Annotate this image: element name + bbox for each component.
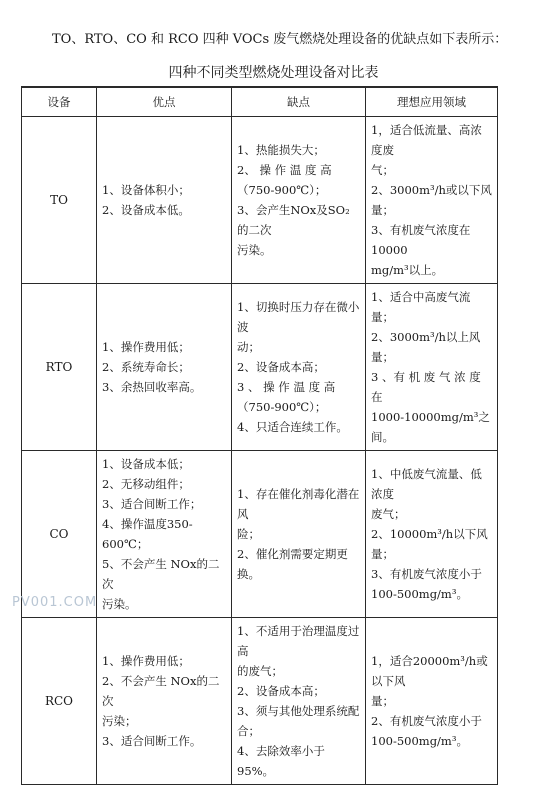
device-cell: CO: [22, 451, 97, 618]
cell-line: 险；: [237, 527, 260, 541]
table-row: [22, 618, 498, 785]
cell-line: 3、余热回收率高。: [102, 380, 202, 394]
cons-cell: [232, 618, 366, 785]
cell-line: mg/m³以上。: [371, 263, 444, 277]
table-row: [22, 117, 498, 284]
table-row: [22, 284, 498, 451]
cell-line: 1、适合中高废气流量；: [371, 290, 471, 324]
table-row: [22, 451, 498, 618]
intro-text: TO、RTO、CO 和 RCO 四种 VOCs 废气燃烧处理设备的优缺点如下表所示：: [52, 32, 508, 47]
cell-line: 1、存在催化剂毒化潜在风: [237, 487, 360, 521]
comparison-table: [21, 86, 498, 785]
cell-line: 2、催化剂需要定期更换。: [237, 547, 348, 581]
pros-cell: [97, 284, 232, 451]
device-cell: RTO: [22, 284, 97, 451]
cell-line: 1、设备体积小；: [102, 183, 190, 197]
cell-line: 污染；: [102, 714, 137, 728]
header-fields: 理想应用领域: [366, 87, 498, 117]
cell-line: 1000-10000mg/m³之间。: [371, 410, 490, 444]
header-pros: 优点: [97, 87, 232, 117]
watermark: PV001.COM: [12, 595, 98, 610]
cell-line: 3 、有 机 废 气 浓 度 在: [371, 370, 481, 404]
cell-line: 2、设备成本高；: [237, 360, 325, 374]
pros-cell: [97, 618, 232, 785]
header-cons: 缺点: [232, 87, 366, 117]
table-header-row: [22, 87, 498, 117]
cons-cell: [232, 117, 366, 284]
cell-line: 4、去除效率小于95%。: [237, 744, 325, 778]
cell-line: 1、中低废气流量、低浓度: [371, 467, 482, 501]
cell-line: 4、只适合连续工作。: [237, 420, 348, 434]
cell-line: 2、3000m³/h以上风量；: [371, 330, 481, 364]
table-title: 四种不同类型燃烧处理设备对比表: [168, 65, 379, 81]
cell-line: （750-900℃）；: [237, 183, 327, 197]
cell-line: 量；: [371, 694, 394, 708]
fields-cell: [366, 451, 498, 618]
cell-line: 2、10000m³/h以下风量；: [371, 527, 488, 561]
cell-line: 污染。: [237, 243, 272, 257]
fields-cell: [366, 284, 498, 451]
cell-line: 3、适合间断工作。: [102, 734, 202, 748]
cell-line: 2、设备成本低。: [102, 203, 190, 217]
cell-line: 1、切换时压力存在微小波: [237, 300, 360, 334]
cell-line: 2、有机废气浓度小于: [371, 714, 482, 728]
cell-line: 3、适合间断工作；: [102, 497, 202, 511]
cell-line: 污染。: [102, 597, 137, 611]
cell-line: 2、不会产生 NOx的二次: [102, 674, 220, 708]
cell-line: 1、操作费用低；: [102, 654, 190, 668]
cell-line: 的废气；: [237, 664, 283, 678]
cell-line: 100-500mg/m³。: [371, 734, 468, 748]
cons-cell: [232, 284, 366, 451]
cell-line: 2、无移动组件；: [102, 477, 190, 491]
cell-line: 2、3000m³/h或以下风量；: [371, 183, 492, 217]
pros-cell: [97, 451, 232, 618]
fields-cell: [366, 117, 498, 284]
cell-line: 3、有机废气浓度在 10000: [371, 223, 471, 257]
cell-line: 2、设备成本高；: [237, 684, 325, 698]
cell-line: 3、会产生NOx及SO₂的二次: [237, 203, 350, 237]
cell-line: 1、热能损失大；: [237, 143, 325, 157]
cell-line: 1，适合20000m³/h或以下风: [371, 654, 488, 688]
cell-line: 1，适合低流量、高浓度废: [371, 123, 482, 157]
fields-cell: [366, 618, 498, 785]
cell-line: （750-900℃）；: [237, 400, 327, 414]
cell-line: 4、操作温度350-600℃；: [102, 517, 193, 551]
cell-line: 3、须与其他处理系统配合；: [237, 704, 360, 738]
cons-cell: [232, 451, 366, 618]
cell-line: 气；: [371, 163, 394, 177]
device-cell: RCO: [22, 618, 97, 785]
cell-line: 动；: [237, 340, 260, 354]
cell-line: 5、不会产生 NOx的二次: [102, 557, 220, 591]
cell-line: 1、不适用于治理温度过高: [237, 624, 360, 658]
cell-line: 3 、 操 作 温 度 高: [237, 380, 336, 394]
cell-line: 2、系统寿命长；: [102, 360, 190, 374]
cell-line: 2、 操 作 温 度 高: [237, 163, 332, 177]
cell-line: 1、操作费用低；: [102, 340, 190, 354]
pros-cell: [97, 117, 232, 284]
cell-line: 100-500mg/m³。: [371, 587, 468, 601]
device-cell: TO: [22, 117, 97, 284]
cell-line: 废气；: [371, 507, 406, 521]
header-device: 设备: [22, 87, 97, 117]
cell-line: 3、有机废气浓度小于: [371, 567, 482, 581]
cell-line: 1、设备成本低；: [102, 457, 190, 471]
